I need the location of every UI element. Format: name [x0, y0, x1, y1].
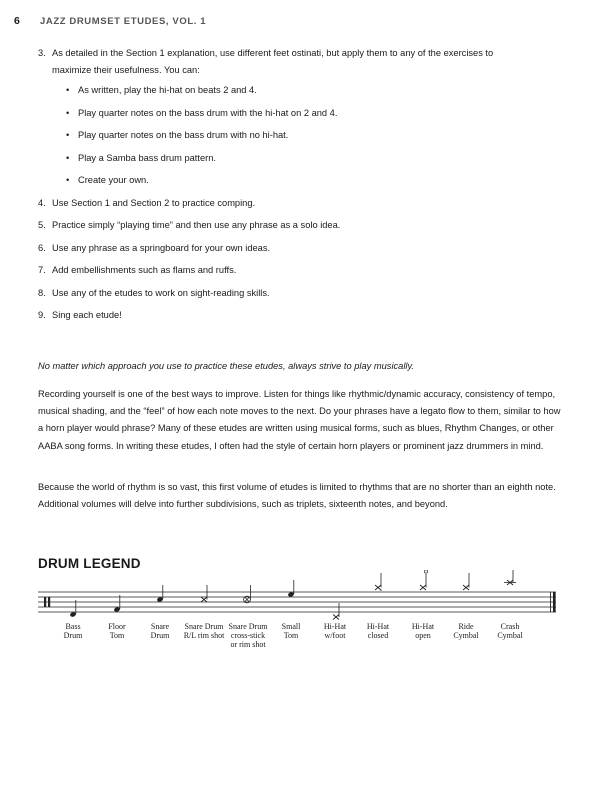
legend-label-ride-cymbal: Ride Cymbal [453, 622, 479, 640]
legend-label-floor-tom: Floor Tom [108, 622, 126, 640]
crash-cymbal-note [504, 570, 516, 585]
list-item-text: Use Section 1 and Section 2 to practice comping. [52, 198, 256, 208]
list-item-7 [38, 262, 563, 279]
list-number: 8. [38, 288, 46, 298]
list-item-text: Use any of the etudes to work on sight-reading skills. [52, 288, 270, 298]
legend-label-snare-rim-shot: Snare Drum R/L rim shot [183, 622, 225, 640]
page-header [14, 14, 206, 28]
list-item-text: Use any phrase as a springboard for your own ideas. [52, 243, 271, 253]
legend-label-hi-hat-foot: Hi-Hat w/foot [323, 622, 347, 640]
list-item-text-cont: maximize their usefulness. You can: [52, 65, 200, 75]
bullet-text: Play quarter notes on the bass drum with the hi-hat on 2 and 4. [78, 108, 338, 118]
rhythm-paragraph: Because the world of rhythm is so vast, this first volume of etudes is limited to rhythms that are no shorter than an eighth note. Additional volumes will delve into further subdivisions, such as triplets, sixteenth notes, and beyond. [38, 482, 556, 510]
bullet-text: As written, play the hi-hat on beats 2 and 4. [78, 85, 257, 95]
list-item-9 [38, 307, 563, 324]
list-number: 5. [38, 220, 46, 230]
snare-cross-stick-note [244, 585, 251, 603]
bullet-item: • Create your own. [66, 175, 149, 185]
list-number: 3. [38, 48, 46, 58]
legend-label-bass-drum: Bass Drum [63, 622, 83, 640]
list-number: 4. [38, 198, 46, 208]
page-number: 6 [14, 15, 20, 27]
bullet-item: • Play a Samba bass drum pattern. [66, 153, 216, 163]
list-number: 6. [38, 243, 46, 253]
legend-label-hi-hat-open: Hi-Hat open [411, 622, 435, 640]
list-item-6 [38, 240, 563, 257]
italic-note: No matter which approach you use to practice these etudes, always strive to play musically. [38, 361, 415, 371]
legend-label-snare-cross-stick: Snare Drum cross-stick or rim shot [228, 622, 268, 649]
list-item-3 [38, 45, 563, 79]
hi-hat-open-note [420, 570, 428, 590]
list-item-4 [38, 195, 563, 212]
bullet-text: Play a Samba bass drum pattern. [78, 153, 216, 163]
running-title: JAZZ DRUMSET ETUDES, VOL. 1 [40, 15, 207, 27]
small-tom-note [287, 580, 294, 598]
list-item-text: Add embellishments such as flams and ruffs. [52, 265, 237, 275]
bullet-text: Play quarter notes on the bass drum with no hi-hat. [78, 130, 289, 140]
drum-legend-staff [0, 570, 600, 620]
list-item-8 [38, 285, 563, 302]
hi-hat-closed-note [375, 573, 381, 591]
bullet-item: • Play quarter notes on the bass drum with no hi-hat. [66, 130, 289, 140]
ride-cymbal-note [463, 573, 469, 590]
drum-legend-title: DRUM LEGEND [38, 556, 141, 571]
legend-label-snare-drum: Snare Drum [150, 622, 170, 640]
list-item-text: Practice simply “playing time” and then use any phrase as a solo idea. [52, 220, 341, 230]
bass-drum-note [69, 600, 76, 618]
list-item-text: As detailed in the Section 1 explanation, use different feet ostinati, but apply them to any of the exercises to [52, 48, 494, 58]
legend-label-hi-hat-closed: Hi-Hat closed [366, 622, 390, 640]
list-item-text: Sing each etude! [52, 310, 122, 320]
bullet-item: • Play quarter notes on the bass drum with the hi-hat on 2 and 4. [66, 108, 338, 118]
snare-rim-shot-note [201, 585, 207, 602]
list-item-5 [38, 217, 563, 234]
recording-paragraph: Recording yourself is one of the best ways to improve. Listen for things like rhythmic/dynamic accuracy, consistency of tempo, musical shading, and the “feel” of how each note moves to the next. Do your phrases have a legato flow to them, similar to how a horn player would phrase? Many of these etudes are written using musical forms, such as blues, Rhythm Changes, or other AABA song forms. In writing these etudes, I often had the style of certain horn players or prominent jazz drummers in mind. [38, 389, 561, 451]
floor-tom-note [113, 595, 120, 613]
bullet-item: • As written, play the hi-hat on beats 2 and 4. [66, 85, 257, 95]
legend-label-crash-cymbal: Crash Cymbal [497, 622, 523, 640]
list-number: 9. [38, 310, 46, 320]
hi-hat-foot-note [333, 603, 339, 620]
snare-drum-note [156, 585, 163, 603]
legend-label-small-tom: Small Tom [281, 622, 301, 640]
list-number: 7. [38, 265, 46, 275]
bullet-text: Create your own. [78, 175, 149, 185]
